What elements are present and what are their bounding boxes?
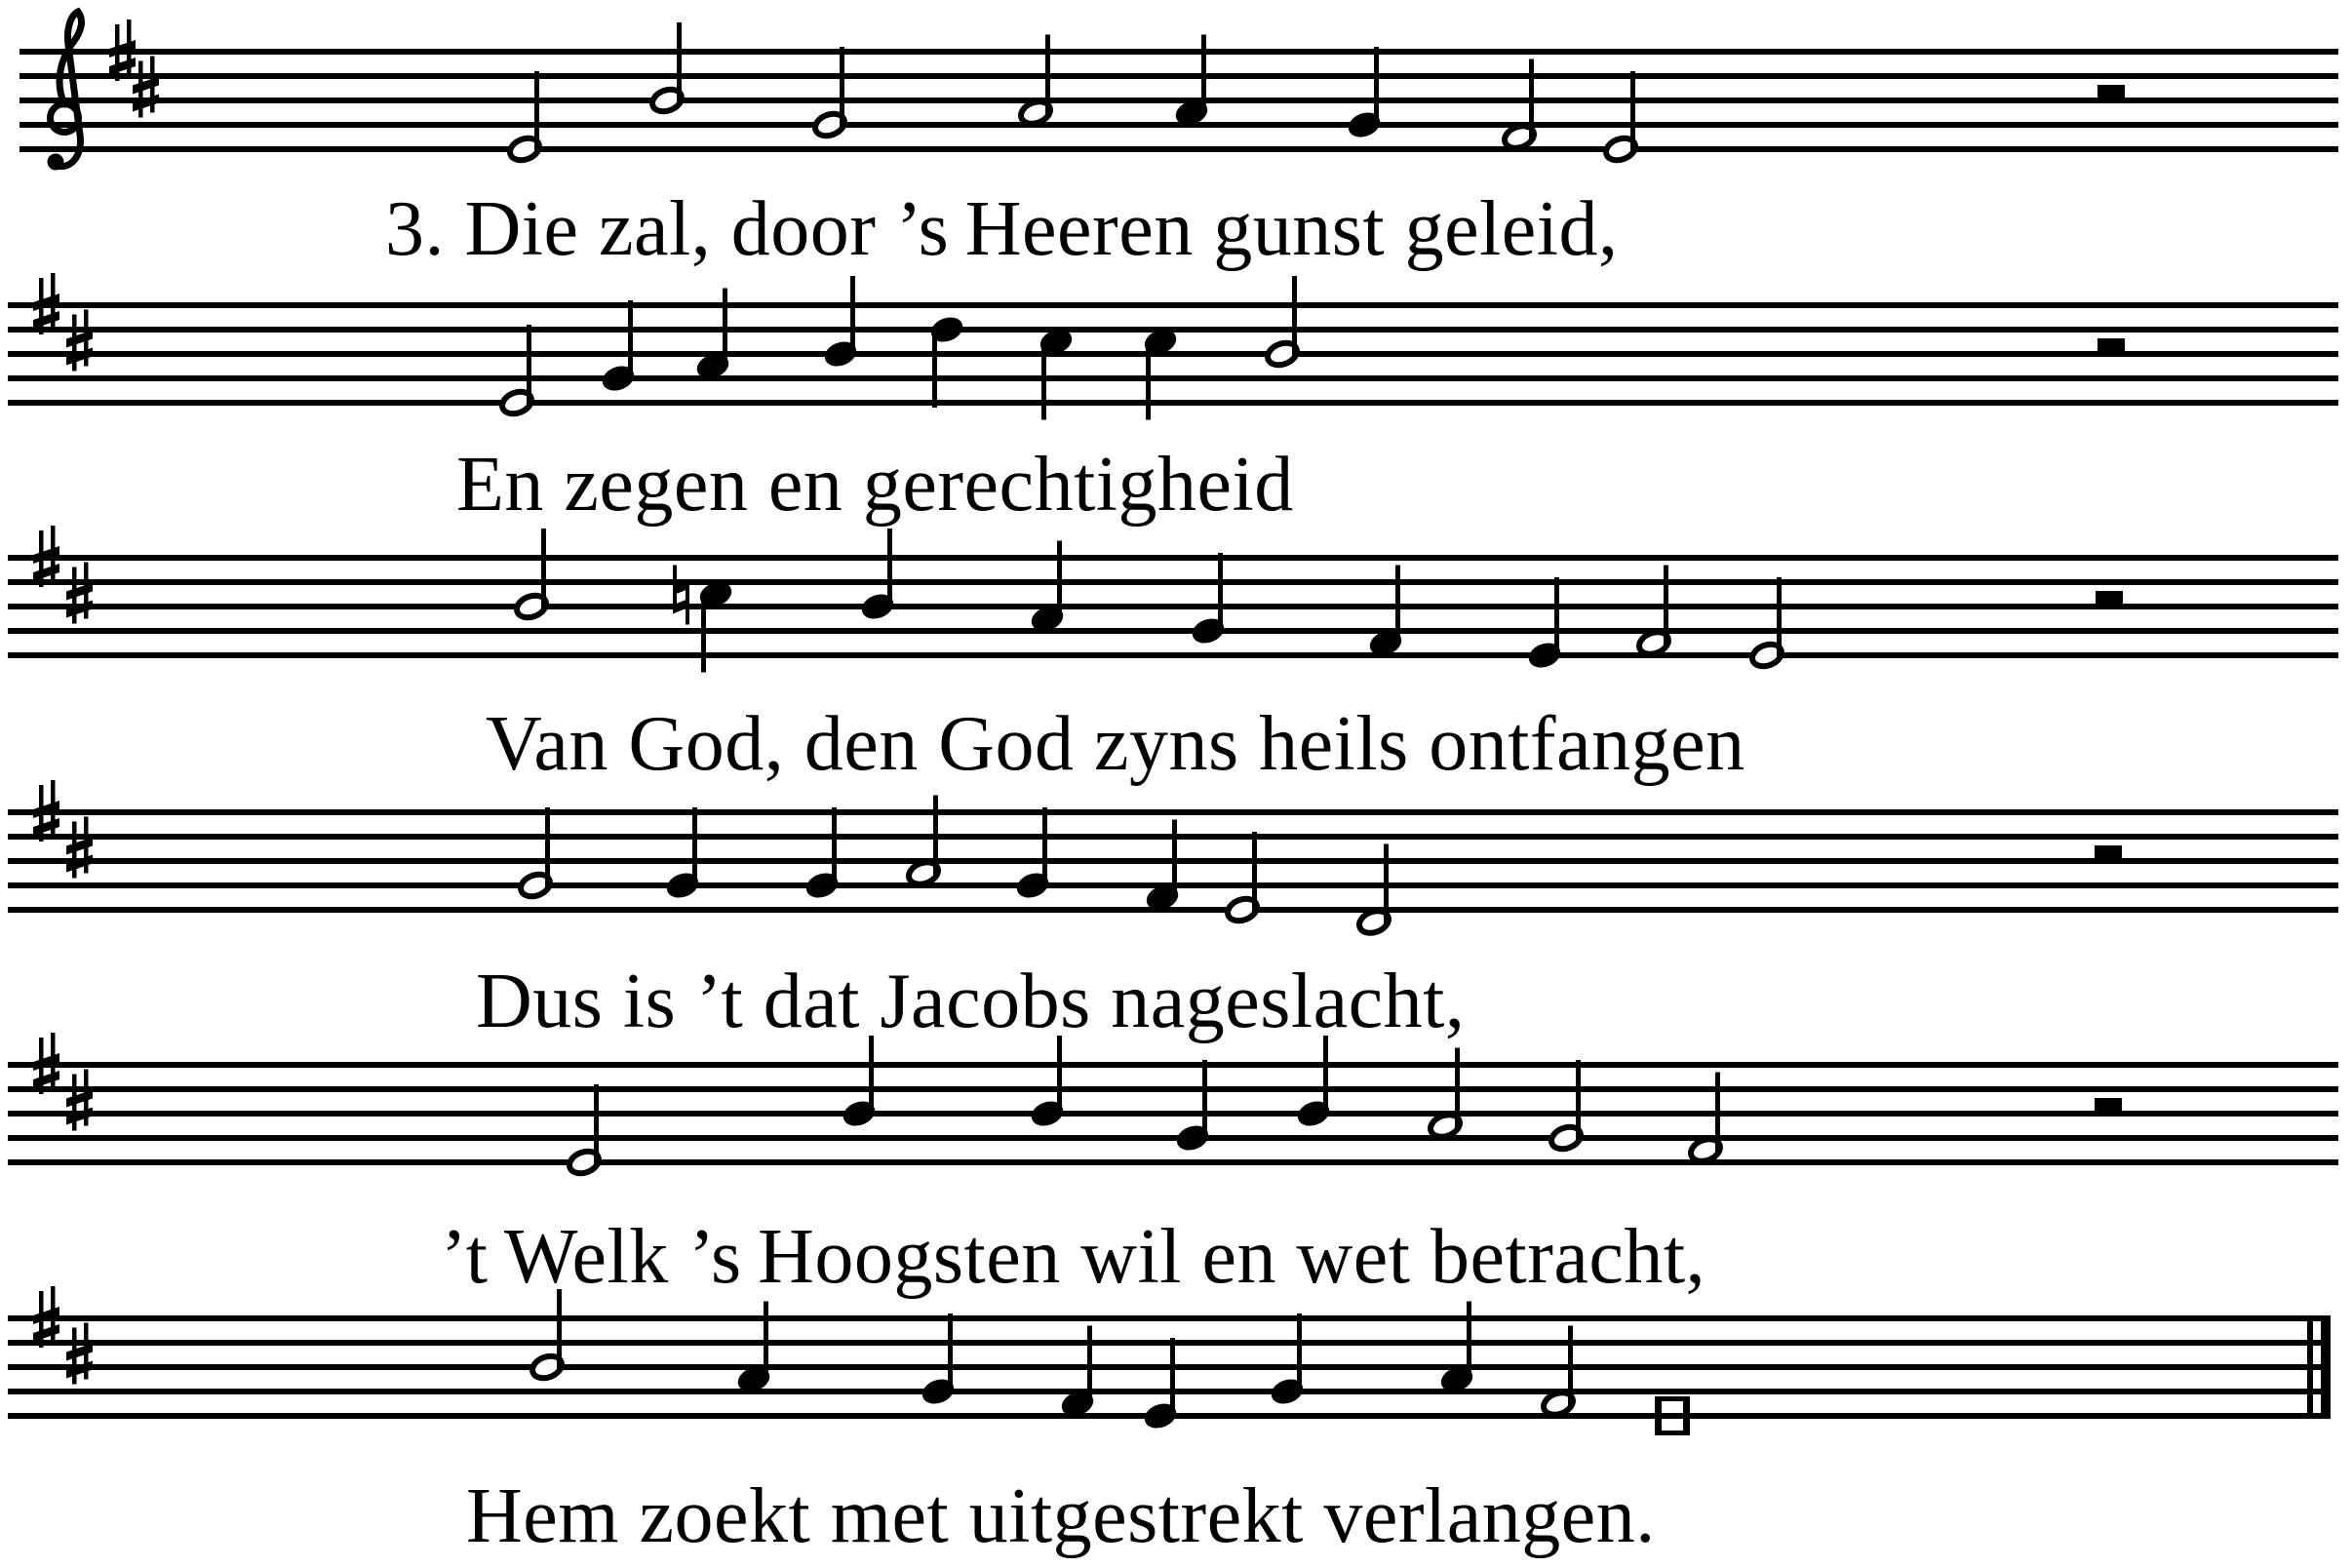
- note-e4-quarter: [1143, 1338, 1178, 1431]
- key-signature-sharp-icon: [66, 1323, 93, 1385]
- staff-line: [8, 604, 2338, 609]
- note-g4-quarter: [921, 1313, 956, 1406]
- half-rest: [2097, 85, 2125, 98]
- note-g4-quarter: [1191, 553, 1226, 646]
- final-double-barline: [2321, 1315, 2331, 1419]
- note-b4-quarter: [860, 529, 895, 621]
- note-g4-half: [1548, 1060, 1584, 1153]
- half-rest: [2096, 591, 2123, 604]
- lyric-line-3: Van God, den God zyns heils ontfangen: [486, 701, 1745, 787]
- note-e4-half: [1225, 832, 1260, 924]
- note-b4-quarter: [823, 276, 858, 369]
- lyric-line-2: En zegen en gerechtigheid: [456, 442, 1294, 528]
- note-stem: [1087, 1326, 1092, 1406]
- staff-system-5: [8, 1033, 2338, 1177]
- note-stem: [1045, 35, 1050, 115]
- note-stem: [850, 276, 855, 356]
- lyric-line-6: Hem zoekt met uitgestrekt verlangen.: [466, 1473, 1656, 1559]
- staff-line: [20, 146, 2338, 152]
- staff-line: [8, 1111, 2338, 1117]
- lyric-line-4: Dus is ’t dat Jacobs nageslacht,: [476, 959, 1466, 1044]
- half-rest: [2097, 338, 2125, 351]
- note-stem: [887, 529, 892, 608]
- staff-line: [8, 351, 2338, 357]
- note-stem: [692, 807, 697, 887]
- natural-accidental-icon: [673, 566, 689, 625]
- note-stem: [1715, 1073, 1720, 1153]
- note-g4-quarter: [1015, 807, 1050, 900]
- staff-line: [8, 1364, 2331, 1370]
- note-d5-quarter: [929, 315, 964, 408]
- note-stem: [1292, 276, 1297, 356]
- staff-line: [8, 1086, 2338, 1092]
- staff-system-2: [8, 273, 2338, 420]
- note-b4-half: [1265, 276, 1300, 369]
- note-e4-half: [499, 325, 534, 417]
- note-e4-half: [1749, 577, 1784, 670]
- note-stem: [1297, 1313, 1302, 1393]
- note-fs4-quarter: [1060, 1326, 1095, 1419]
- note-a4-quarter: [736, 1302, 771, 1394]
- note-stem: [1395, 566, 1400, 646]
- note-c5-quarter: [1039, 327, 1074, 419]
- note-stem: [1146, 340, 1151, 420]
- note-a4-half: [1428, 1048, 1463, 1141]
- note-e4-quarter: [1527, 577, 1562, 670]
- staff-line: [8, 375, 2338, 381]
- staff-line: [8, 302, 2338, 308]
- note-stem: [1576, 1060, 1581, 1140]
- note-e4-half: [507, 71, 542, 164]
- note-stem: [1042, 807, 1047, 887]
- note-stem: [1323, 1036, 1328, 1116]
- note-a4-quarter: [1439, 1302, 1474, 1394]
- staff-line: [8, 327, 2338, 333]
- key-signature-sharp-icon: [66, 563, 93, 624]
- note-stem: [677, 22, 682, 102]
- note-b4-quarter: [1030, 1036, 1065, 1128]
- note-stem: [840, 47, 844, 127]
- key-signature-sharp-icon: [66, 1070, 93, 1131]
- note-g4-quarter: [1270, 1313, 1305, 1406]
- staff-line: [8, 628, 2338, 634]
- staff-line: [8, 400, 2338, 406]
- note-b4-half: [514, 529, 549, 621]
- note-stem: [701, 593, 706, 673]
- note-stem: [1201, 35, 1206, 115]
- note-b4-half: [649, 22, 685, 115]
- note-fs4-quarter: [1145, 820, 1180, 913]
- note-stem: [1170, 1338, 1175, 1418]
- lyric-line-1: 3. Die zal, door ’s Heeren gunst geleid,: [385, 186, 1619, 272]
- note-stem: [1384, 844, 1389, 924]
- staff-system-6: [8, 1286, 2331, 1435]
- staff-system-4: [8, 780, 2338, 937]
- note-stem: [1630, 71, 1635, 151]
- staff-system-1: [20, 12, 2338, 171]
- note-b4-quarter: [842, 1036, 877, 1128]
- note-stem: [1041, 340, 1046, 420]
- staff-line: [20, 122, 2338, 128]
- note-stem: [534, 71, 539, 151]
- note-c5-quarter: [1143, 327, 1178, 419]
- note-stem: [1467, 1302, 1471, 1382]
- staff-line: [8, 1159, 2338, 1165]
- key-signature-sharp-icon: [133, 57, 159, 118]
- note-e4-half: [1603, 71, 1638, 164]
- half-rest: [2095, 1098, 2122, 1111]
- note-stem: [1057, 1036, 1062, 1116]
- staff-line: [20, 73, 2338, 79]
- note-stem: [1252, 832, 1257, 912]
- note-b4-quarter: [1296, 1036, 1331, 1128]
- staff-system-3: [8, 526, 2338, 673]
- note-fs4-half: [1688, 1073, 1723, 1165]
- note-stem: [1455, 1048, 1460, 1128]
- note-fs4-half: [1636, 566, 1671, 658]
- note-stem: [1218, 553, 1223, 633]
- note-stem: [1057, 541, 1062, 621]
- staff-line: [20, 98, 2338, 103]
- note-g4-half: [518, 807, 553, 900]
- note-g4-quarter: [601, 300, 636, 393]
- key-signature-sharp-icon: [66, 310, 93, 372]
- note-a4-quarter: [1030, 541, 1065, 634]
- note-a4-quarter: [1174, 35, 1209, 128]
- staff-line: [8, 652, 2338, 658]
- note-g4-quarter: [1175, 1060, 1210, 1153]
- note-g4-quarter: [1347, 47, 1382, 139]
- note-b4-half: [529, 1289, 565, 1382]
- note-stem: [628, 300, 633, 380]
- note-stem: [1172, 820, 1177, 900]
- note-stem: [545, 807, 550, 887]
- note-stem: [869, 1036, 874, 1116]
- lyric-line-5: ’t Welk ’s Hoogsten wil en wet betracht,: [441, 1214, 1706, 1300]
- staff-line: [20, 49, 2338, 55]
- note-stem: [1202, 1060, 1207, 1140]
- half-rest: [2095, 845, 2122, 858]
- staff-line: [8, 1315, 2331, 1321]
- note-fs4-half: [1502, 59, 1537, 152]
- note-stem: [594, 1084, 599, 1164]
- staff-line: [8, 1340, 2331, 1346]
- note-stem: [527, 325, 531, 405]
- note-d4-half: [1356, 844, 1392, 937]
- note-stem: [723, 289, 727, 369]
- note-fs4-half: [1541, 1326, 1576, 1419]
- note-stem: [832, 807, 837, 887]
- note-g4-half: [812, 47, 847, 139]
- note-stem: [1374, 47, 1379, 127]
- staff-line: [8, 555, 2338, 561]
- staff-line: [8, 1389, 2331, 1394]
- staff-line: [8, 907, 2338, 913]
- note-stem: [1777, 577, 1782, 657]
- note-a4-quarter: [695, 289, 730, 381]
- note-stem: [541, 529, 546, 608]
- note-g4-quarter: [804, 807, 840, 900]
- note-stem: [1529, 59, 1534, 139]
- staff-line: [8, 809, 2338, 815]
- note-stem: [932, 328, 937, 408]
- final-double-barline: [2307, 1315, 2313, 1419]
- note-stem: [933, 796, 938, 876]
- note-stem: [764, 1302, 768, 1382]
- staff-line: [8, 1062, 2338, 1068]
- note-g4-quarter: [665, 807, 700, 900]
- note-a4-half: [906, 796, 941, 888]
- key-signature-sharp-icon: [66, 817, 93, 879]
- staff-line: [8, 1135, 2338, 1141]
- note-stem: [1568, 1326, 1573, 1406]
- note-a4-half: [1018, 35, 1053, 128]
- note-fs4-quarter: [1368, 566, 1403, 658]
- note-e4-half: [567, 1084, 602, 1177]
- note-stem: [1554, 577, 1559, 657]
- note-stem: [948, 1313, 953, 1393]
- note-stem: [1664, 566, 1668, 646]
- staff-line: [8, 579, 2338, 585]
